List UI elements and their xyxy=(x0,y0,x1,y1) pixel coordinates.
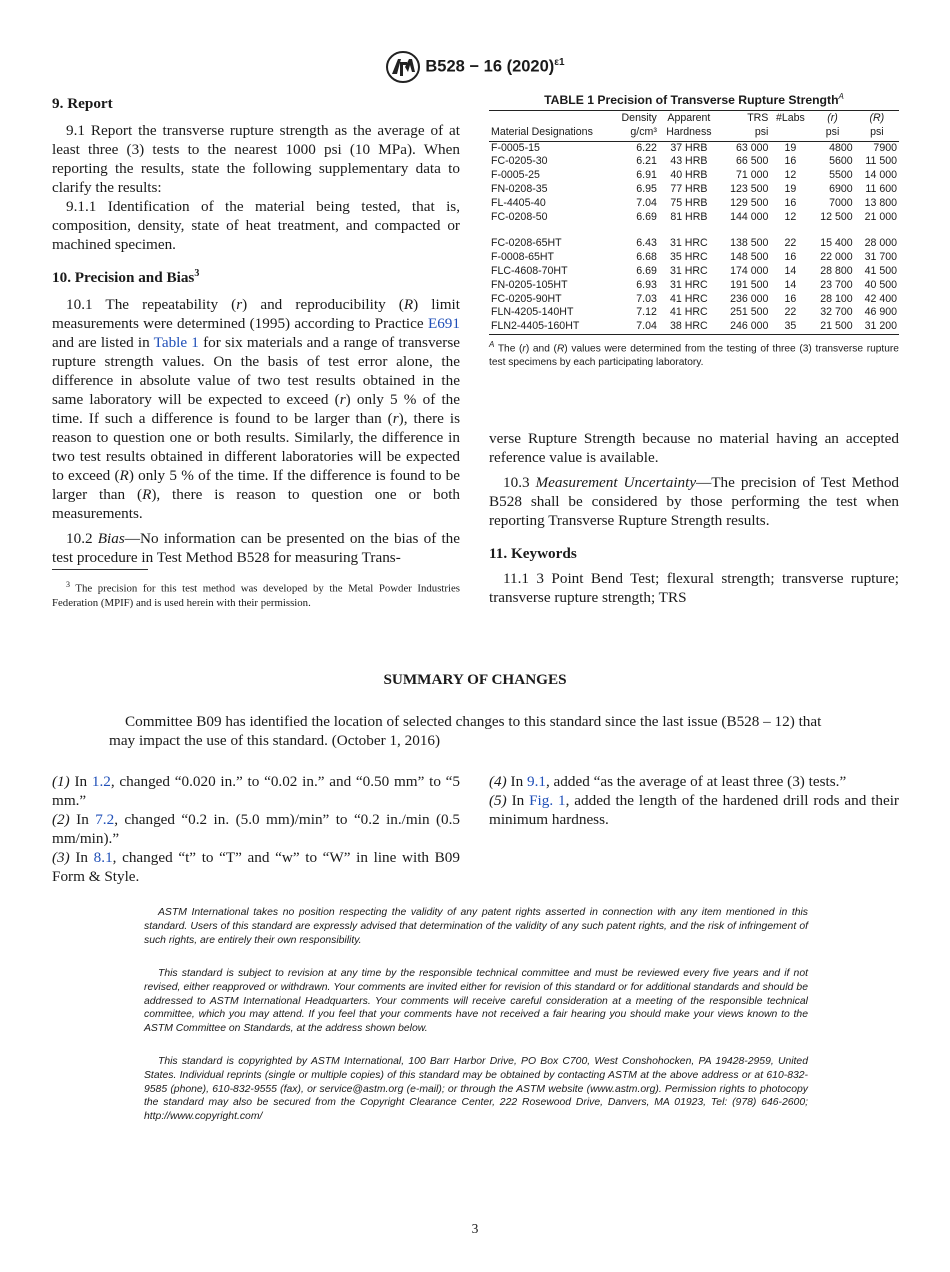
table-cell: 5600 xyxy=(829,155,853,168)
summary-title: SUMMARY OF CHANGES xyxy=(383,671,567,688)
para-9-1-1: 9.1.1 Identification of the material being tested, that is, composition, density, state of heat treatment, and compacted or machined specimen. xyxy=(52,198,460,253)
table-row xyxy=(489,211,899,225)
table-cell: FN-0205-105HT xyxy=(491,278,568,291)
table-cell: 40 HRB xyxy=(670,169,708,182)
table-cell: 246 000 xyxy=(719,320,770,334)
standard-designation: B528 − 16 $(2020)^{\varepsilon 1}$ xyxy=(425,57,565,76)
para-10-2-continued: verse Rupture Strength because no material having an accepted reference value is available. xyxy=(489,430,899,466)
table-cell: 4800 xyxy=(829,141,853,154)
table-cell: FLN-4205-140HT xyxy=(491,306,574,319)
table-cell: 123 500 xyxy=(730,183,769,196)
section-9-heading: 9. Report xyxy=(52,95,113,112)
change-item: (4) In 9.1, added “as the average of at least three (3) tests.” xyxy=(489,773,847,790)
table-cell: 6.43 xyxy=(636,237,657,250)
table-cell: F-0005-15 xyxy=(491,141,540,154)
table-cell: 6.69 xyxy=(636,210,657,223)
table-group-spacer xyxy=(489,224,899,237)
table-cell: 174 000 xyxy=(730,265,769,278)
table-cell: 14 000 xyxy=(864,169,897,182)
table-cell: 21 500 xyxy=(810,320,854,334)
table-cell: 22 000 xyxy=(820,251,853,264)
table-cell: 21 000 xyxy=(864,210,897,223)
link-figure-1[interactable]: Fig. 1 xyxy=(529,792,566,809)
table-cell: 6.93 xyxy=(636,278,657,291)
para-10-3: 10.3 Measurement Uncertainty—The precision of Test Method B528 shall be considered by those performing the test when reporting Transverse Rupture Strength results. xyxy=(489,474,900,529)
table-cell: 6.68 xyxy=(636,251,657,264)
table-cell: 32 700 xyxy=(820,306,853,319)
table-cell: 43 HRB xyxy=(670,155,708,168)
page-header xyxy=(0,50,950,84)
table-cell: 63 000 xyxy=(735,141,769,154)
col-header-density: Density g/cm³ xyxy=(611,111,659,142)
table-cell: 129 500 xyxy=(730,196,769,209)
table-cell: 16 xyxy=(784,292,797,305)
table-cell: F-0008-65HT xyxy=(491,251,554,264)
table-row xyxy=(489,279,899,293)
para-9-1: 9.1 Report the transverse rupture strength as the average of at least three (3) tests to the nearest 1000 psi (10 MPa). When reporting the results, state the following supplementary data to clarify the results: xyxy=(52,122,460,196)
table-cell: 6.91 xyxy=(636,169,657,182)
table-cell: 6.22 xyxy=(636,141,657,154)
col-header-labs: #Labs xyxy=(770,111,810,142)
table-cell: 6.69 xyxy=(636,265,657,278)
table-cell: 40 500 xyxy=(864,278,897,291)
link-section-8-1[interactable]: 8.1 xyxy=(93,849,113,866)
table-cell: FC-0205-90HT xyxy=(491,292,562,305)
table-cell: 7.04 xyxy=(611,320,659,334)
table-cell: 191 500 xyxy=(730,278,769,291)
table-row xyxy=(489,265,899,279)
page-number: 3 xyxy=(471,1221,479,1236)
table-cell: 16 xyxy=(784,196,797,209)
section-11-heading: 11. Keywords xyxy=(489,545,577,562)
table-cell: 7900 xyxy=(873,141,897,154)
table-cell: 6900 xyxy=(829,183,853,196)
col-header-hardness: Apparent Hardness xyxy=(659,111,719,142)
table-cell: 7.04 xyxy=(636,196,657,209)
para-11-1: 11.1 3 Point Bend Test; flexural strength; transverse rupture; transverse rupture strength; TRS xyxy=(489,570,899,606)
table-cell: 16 xyxy=(784,251,797,264)
table-cell: 7000 xyxy=(829,196,853,209)
table-cell: 144 000 xyxy=(730,210,769,223)
footnote-3: $^3$ The precision for this test method was developed by the Metal Powder Industries Federation (MPIF) and is used herein with their permission. xyxy=(52,580,460,610)
footnote-ref-3[interactable]: 3 xyxy=(194,268,200,279)
table-cell: 13 800 xyxy=(864,196,897,209)
table-cell: 19 xyxy=(784,141,797,154)
table-cell: FC-0205-30 xyxy=(491,155,548,168)
revision-notice: This standard is subject to revision at any time by the responsible technical committee and must be reviewed every five years and if not revised, either reapproved or withdrawn. Your comments are invited either for revision of this standard or for additional standards and should be addressed to ASTM International Headquarters. Your comments will receive careful consideration at a meeting of the responsible technical committee, which you may attend. If you feel that your comments have not received a fair hearing you should make your views known to the ASTM Committee on Standards, at the address shown below. xyxy=(144,968,808,1035)
table-cell: 5500 xyxy=(829,169,853,182)
table-cell: 71 000 xyxy=(735,169,769,182)
change-item: (3) In 8.1, changed “t” to “T” and “w” to “W” in line with B09 Form & Style. xyxy=(52,849,460,885)
table-cell: 11 500 xyxy=(865,155,897,168)
table-cell: FC-0208-50 xyxy=(491,210,548,223)
table-row xyxy=(489,141,899,155)
table-cell: 138 500 xyxy=(730,237,769,250)
table-cell: 22 xyxy=(784,306,797,319)
table-cell: 77 HRB xyxy=(670,183,708,196)
table-cell: 11 600 xyxy=(865,183,897,196)
changes-right-column xyxy=(489,772,899,829)
table-1-footnote: $^A$ The (r) and (R) values were determined from the testing of three (3) transverse rupture test specimens by each participating laboratory. xyxy=(489,340,899,368)
summary-intro: Committee B09 has identified the location of selected changes to this standard since the last issue (B528 – 12) that may impact the use of this standard. (October 1, 2016) xyxy=(109,713,822,749)
table-cell: FLN2-4405-160HT xyxy=(489,320,611,334)
section-10-heading: 10. Precision and Bias$^3$ xyxy=(52,268,200,287)
change-item: (1) In 1.2, changed “0.020 in.” to “0.02 in.” and “0.50 mm” to “5 mm.” xyxy=(52,773,461,809)
table-cell: 12 xyxy=(784,169,797,182)
patent-disclaimer: ASTM International takes no position respecting the validity of any patent rights asserted in connection with any item mentioned in this standard. Users of this standard are expressly advised that determination of the validity of any such patent rights, and the risk of infringement of such rights, are entirely their own responsibility. xyxy=(144,907,808,946)
table-cell: 75 HRB xyxy=(670,196,708,209)
table-cell: 12 xyxy=(784,210,797,223)
table-cell: 81 HRB xyxy=(670,210,708,223)
changes-left-column xyxy=(52,772,460,886)
table-cell: 31 700 xyxy=(864,251,897,264)
table-header-row xyxy=(489,111,899,142)
para-10-1: 10.1 The repeatability (r) and reproducibility (R) limit measurements were determined (1995) according to Practice E691 and are listed in Table 1 for six materials and a range of transverse rupture strength values. On the basis of test error alone, the difference in absolute value of two test results obtained in the same laboratory will be expected to exceed (r) only 5 % of the time. If such a difference is found to be larger than (r), there is reason to question one or both results. Similarly, the difference in two test results obtained in different laboratories will be expected to exceed (R) only 5 % of the time. If the difference is found to be larger than (R), there is reason to question one or both measurements. xyxy=(52,296,461,523)
table-cell: 35 HRC xyxy=(670,251,708,264)
table-cell: 41 500 xyxy=(864,265,897,278)
table-row xyxy=(489,155,899,169)
table-cell: 148 500 xyxy=(730,251,769,264)
table-cell: 19 xyxy=(784,183,797,196)
right-column xyxy=(489,429,899,607)
table-cell: 7.03 xyxy=(636,292,657,305)
table-cell: FN-0208-35 xyxy=(491,183,548,196)
table-cell: 41 HRC xyxy=(670,292,708,305)
table-cell: 31 200 xyxy=(855,320,899,334)
table-cell: 41 HRC xyxy=(670,306,708,319)
col-header-r: (r) psi xyxy=(810,111,854,142)
link-section-7-2[interactable]: 7.2 xyxy=(95,811,115,828)
table-cell: 12 500 xyxy=(820,210,853,223)
table-cell: 23 700 xyxy=(820,278,853,291)
table-cell: 6.21 xyxy=(636,155,657,168)
table-cell: 35 xyxy=(770,320,810,334)
designation-epsilon: ε1 xyxy=(554,57,565,69)
table-cell: 7.12 xyxy=(636,306,657,319)
table-cell: 22 xyxy=(784,237,797,250)
table-row xyxy=(489,251,899,265)
para-10-2: 10.2 Bias—No information can be presented on the bias of the test procedure in Test Method B528 for measuring Trans- xyxy=(52,530,461,567)
change-item: (2) In 7.2, changed “0.2 in. (5.0 mm)/min” to “0.2 in./min (0.5 mm/min).” xyxy=(52,811,460,847)
table-cell: 37 HRB xyxy=(670,141,708,154)
table-cell: 28 100 xyxy=(820,292,853,305)
table-cell: 38 HRC xyxy=(659,320,719,334)
table-row xyxy=(489,197,899,211)
copyright-notice: This standard is copyrighted by ASTM International, 100 Barr Harbor Drive, PO Box C700, West Conshohocken, PA 19428-2959, United States. Individual reprints (single or multiple copies) of this standard may be obtained by contacting ASTM at the above address or at 610-832-9585 (phone), 610-832-9555 (fax), or service@astm.org (e-mail); or through the ASTM website (www.astm.org). Permission rights to photocopy the standard may also be secured from the Copyright Clearance Center, 222 Rosewood Drive, Danvers, MA 01923, Tel: (978) 646-2600; http://www.copyright.com/ xyxy=(144,1056,808,1123)
table-cell: 66 500 xyxy=(735,155,769,168)
link-table-1[interactable]: Table 1 xyxy=(153,334,199,352)
table-cell: 236 000 xyxy=(730,292,769,305)
col-header-trs: TRS psi xyxy=(719,111,770,142)
link-section-9-1[interactable]: 9.1 xyxy=(526,773,546,790)
link-section-1-2[interactable]: 1.2 xyxy=(91,773,111,790)
footnote-rule xyxy=(52,569,148,570)
table-1 xyxy=(489,92,899,369)
col-header-R: (R) psi xyxy=(855,111,899,142)
table-body xyxy=(489,141,899,334)
table-cell: F-0005-25 xyxy=(491,169,540,182)
table-cell: 251 500 xyxy=(730,306,769,319)
table-cell: 31 HRC xyxy=(670,237,708,250)
table-cell: 16 xyxy=(784,155,797,168)
table-cell: 28 000 xyxy=(864,237,897,250)
table-row xyxy=(489,183,899,197)
table-cell: FC-0208-65HT xyxy=(491,237,562,250)
table-row xyxy=(489,306,899,320)
table-row xyxy=(489,169,899,183)
table-cell: 31 HRC xyxy=(670,265,708,278)
table-cell: 31 HRC xyxy=(670,278,708,291)
table-cell: 46 900 xyxy=(864,306,897,319)
table-cell: 42 400 xyxy=(864,292,897,305)
col-header-material: Material Designations xyxy=(489,111,611,142)
table-cell: 15 400 xyxy=(820,237,853,250)
table-cell: 14 xyxy=(784,278,797,291)
table-cell: 28 800 xyxy=(820,265,853,278)
table-cell: 14 xyxy=(784,265,797,278)
table-1-caption: TABLE 1 Precision of Transverse Rupture Strength$^A$ xyxy=(544,92,844,108)
astm-logo-icon xyxy=(385,50,421,84)
table-row xyxy=(489,320,899,334)
change-item: (5) In Fig. 1, added the length of the hardened drill rods and their minimum hardness. xyxy=(489,792,899,828)
link-e691[interactable]: E691 xyxy=(427,315,460,333)
table-row xyxy=(489,293,899,307)
table-cell: FL-4405-40 xyxy=(491,196,546,209)
table-row xyxy=(489,237,899,251)
table-cell: 6.95 xyxy=(636,183,657,196)
table-cell: FLC-4608-70HT xyxy=(491,265,568,278)
left-column xyxy=(52,94,460,567)
